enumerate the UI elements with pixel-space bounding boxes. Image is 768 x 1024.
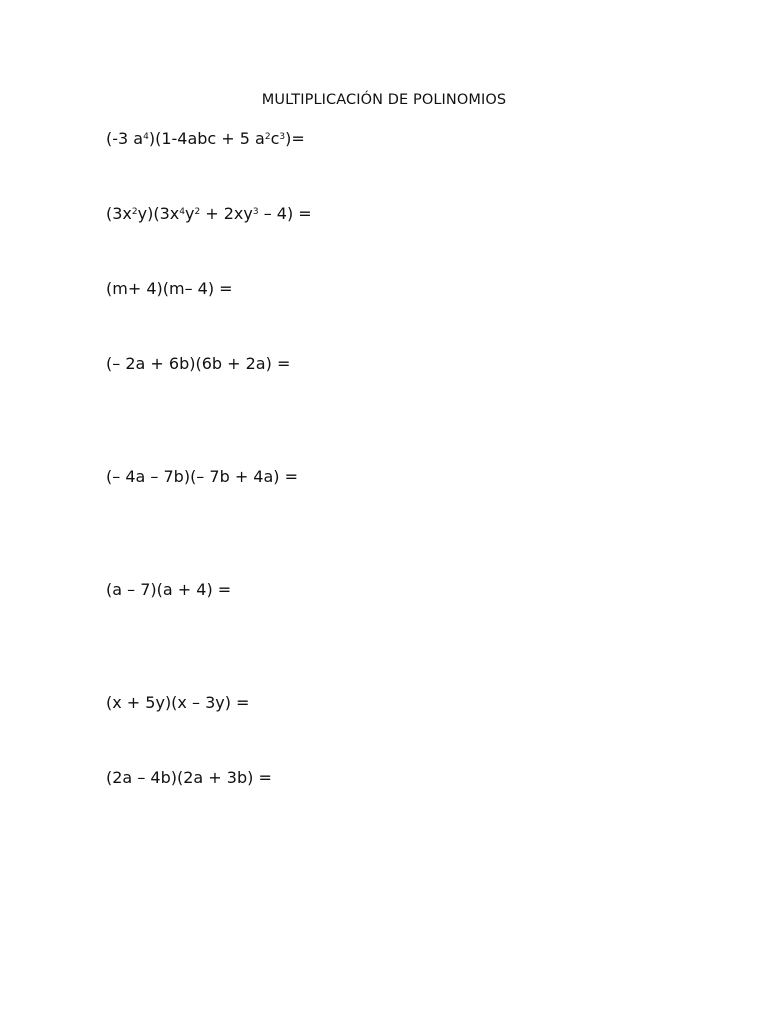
expr-text: (2a – 4b)(2a + 3b) =: [106, 768, 272, 787]
expr-text: (m+ 4)(m– 4) =: [106, 279, 233, 298]
document-title: MULTIPLICACIÓN DE POLINOMIOS: [261, 92, 507, 108]
exercise-2: [106, 204, 312, 224]
exponent: 2: [194, 207, 201, 218]
expr-text: (– 2a + 6b)(6b + 2a) =: [106, 354, 291, 373]
exercise-8: [106, 768, 272, 788]
exponent: 3: [252, 207, 259, 218]
exercise-6: [106, 580, 231, 600]
exercise-3: [106, 279, 233, 299]
expr-text: c: [270, 129, 280, 148]
exercise-7: [106, 693, 249, 713]
exponent: 2: [264, 132, 271, 143]
exponent: 3: [279, 132, 286, 143]
expr-text: (3x: [106, 204, 132, 223]
expr-text: (-3 a: [106, 129, 144, 148]
expr-text: )=: [285, 129, 305, 148]
expr-text: )(1-4abc + 5 a: [148, 129, 265, 148]
expr-text: + 2xy: [200, 204, 253, 223]
expr-text: (a – 7)(a + 4) =: [106, 580, 232, 599]
expr-text: (x + 5y)(x – 3y) =: [106, 693, 250, 712]
exponent: 2: [131, 207, 138, 218]
expr-text: (– 4a – 7b)(– 7b + 4a) =: [106, 467, 299, 486]
exponent: 4: [143, 132, 149, 143]
expr-text: – 4) =: [258, 204, 312, 223]
expr-text: y: [184, 204, 195, 223]
exponent: 4: [179, 207, 185, 218]
exercise-1: [106, 129, 305, 149]
exercise-4: [106, 354, 290, 374]
exercise-5: [106, 467, 298, 487]
expr-text: y)(3x: [137, 204, 180, 223]
